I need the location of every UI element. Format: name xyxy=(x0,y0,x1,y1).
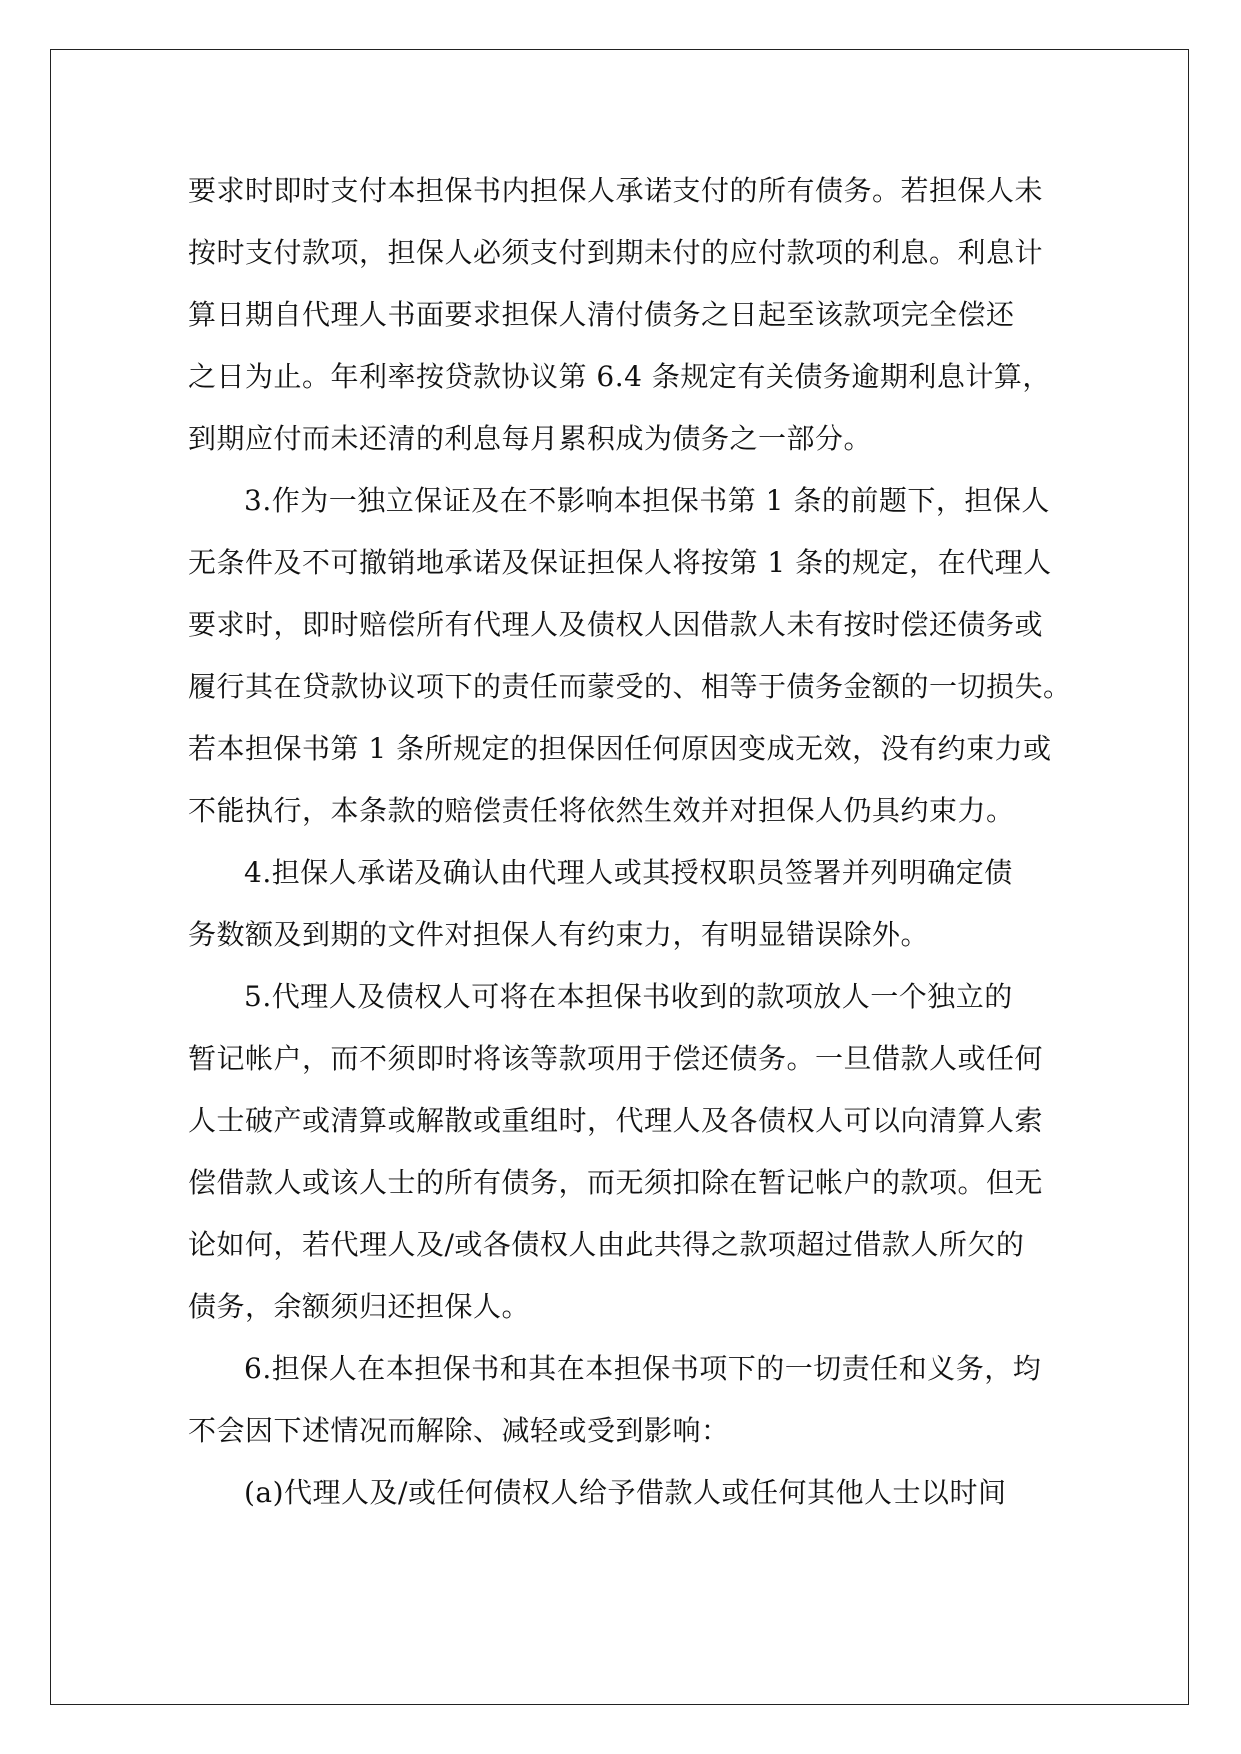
text-line: 人士破产或清算或解散或重组时，代理人及各债权人可以向清算人索 xyxy=(188,1104,1044,1137)
text-line: 债务，余额须归还担保人。 xyxy=(188,1290,531,1323)
sub-clause-a-start: (a)代理人及/或任何债权人给予借款人或任何其他人士以时间 xyxy=(244,1476,1007,1509)
text-line: 偿借款人或该人士的所有债务，而无须扣除在暂记帐户的款项。但无 xyxy=(188,1166,1044,1199)
text-line: 无条件及不可撤销地承诺及保证担保人将按第 1 条的规定，在代理人 xyxy=(188,546,1052,579)
text-line: 论如何，若代理人及/或各债权人由此共得之款项超过借款人所欠的 xyxy=(188,1228,1025,1261)
text-line: 算日期自代理人书面要求担保人清付债务之日起至该款项完全偿还 xyxy=(188,298,1015,331)
clause-4-start: 4.担保人承诺及确认由代理人或其授权职员签署并列明确定债 xyxy=(244,856,1013,889)
text-line: 不会因下述情况而解除、减轻或受到影响： xyxy=(188,1414,730,1447)
text-line: 要求时即时支付本担保书内担保人承诺支付的所有债务。若担保人未 xyxy=(188,174,1044,207)
text-line: 暂记帐户，而不须即时将该等款项用于偿还债务。一旦借款人或任何 xyxy=(188,1042,1044,1075)
text-line: 之日为止。年利率按贷款协议第 6.4 条规定有关债务逾期利息计算， xyxy=(188,360,1051,393)
document-body xyxy=(188,160,1072,1524)
clause-6-start: 6.担保人在本担保书和其在本担保书项下的一切责任和义务，均 xyxy=(244,1352,1042,1385)
text-line: 履行其在贷款协议项下的责任而蒙受的、相等于债务金额的一切损失。 xyxy=(188,670,1072,703)
text-line: 到期应付而未还清的利息每月累积成为债务之一部分。 xyxy=(188,422,873,455)
text-line: 要求时，即时赔偿所有代理人及债权人因借款人未有按时偿还债务或 xyxy=(188,608,1044,641)
text-line: 若本担保书第 1 条所规定的担保因任何原因变成无效，没有约束力或 xyxy=(188,732,1052,765)
clause-3-start: 3.作为一独立保证及在不影响本担保书第 1 条的前题下，担保人 xyxy=(244,484,1050,517)
text-line: 务数额及到期的文件对担保人有约束力，有明显错误除外。 xyxy=(188,918,930,951)
text-line: 按时支付款项，担保人必须支付到期未付的应付款项的利息。利息计 xyxy=(188,236,1044,269)
clause-5-start: 5.代理人及债权人可将在本担保书收到的款项放人一个独立的 xyxy=(244,980,1013,1013)
text-line: 不能执行，本条款的赔偿责任将依然生效并对担保人仍具约束力。 xyxy=(188,794,1015,827)
